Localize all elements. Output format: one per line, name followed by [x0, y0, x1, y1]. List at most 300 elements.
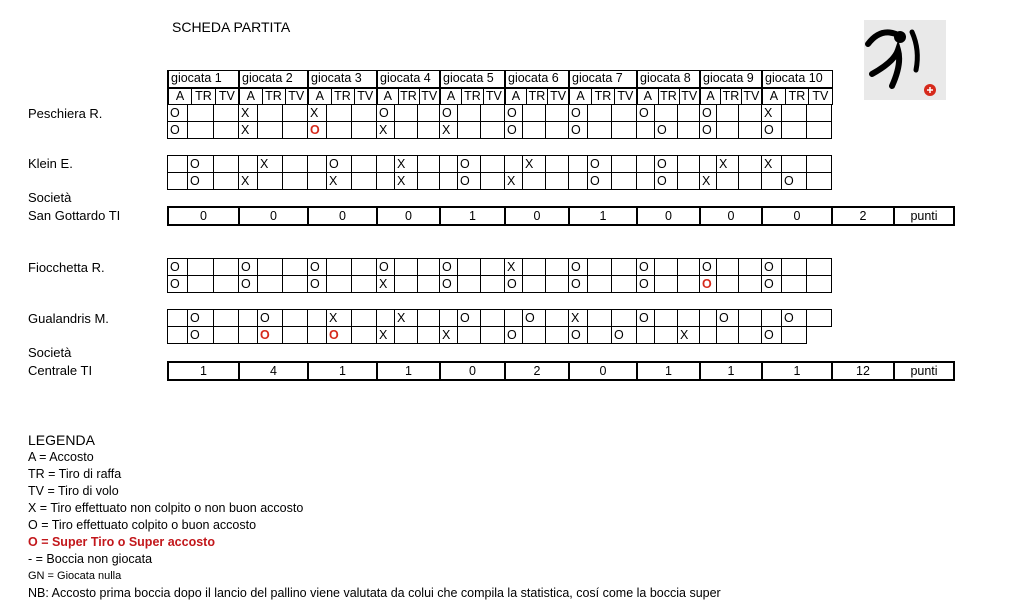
shot-cell: X: [395, 156, 418, 173]
shot-cell: [258, 105, 283, 122]
shot-cell: [458, 105, 481, 122]
shot-cell: [481, 310, 505, 327]
shot-cell: [481, 276, 505, 293]
total-score: 12: [832, 362, 894, 380]
shot-row: [168, 122, 832, 139]
shot-cell: [308, 173, 327, 190]
sub-header: A: [440, 88, 462, 105]
shot-row: [168, 310, 832, 327]
sub-header: TV: [419, 88, 440, 105]
shot-cell: [523, 327, 546, 344]
shot-cell: [678, 156, 700, 173]
shot-cell: [440, 310, 458, 327]
shot-cell: X: [678, 327, 700, 344]
shot-cell: [283, 310, 308, 327]
shot-cell: X: [505, 259, 523, 276]
sub-header: TR: [592, 88, 615, 105]
shot-cell: [418, 310, 440, 327]
shot-cell: [700, 156, 717, 173]
shot-cell: O: [440, 276, 458, 293]
giocata-score: 4: [239, 362, 308, 380]
points-label: punti: [894, 362, 954, 380]
sub-header: TR: [658, 88, 679, 105]
shot-cell: [168, 173, 188, 190]
shot-cell: O: [327, 156, 352, 173]
shot-cell: [546, 122, 569, 139]
shot-cell: [239, 156, 258, 173]
team-score-row: [167, 361, 955, 381]
giocata-header: giocata 2: [239, 71, 308, 88]
shot-cell: [168, 310, 188, 327]
player-name: Gualandris M.: [28, 311, 109, 326]
shot-cell: [700, 327, 717, 344]
shot-cell: [377, 310, 395, 327]
legend-line: - = Boccia non giocata: [28, 552, 153, 566]
shot-cell: [612, 105, 637, 122]
giocata-score: 0: [569, 362, 637, 380]
shot-cell: [283, 105, 308, 122]
shot-cell: O: [762, 276, 782, 293]
shot-cell: [481, 327, 505, 344]
giocata-score: 1: [762, 362, 832, 380]
shot-cell: [258, 122, 283, 139]
player-grid: [167, 258, 832, 293]
shot-cell: [739, 173, 762, 190]
sub-header: TR: [398, 88, 419, 105]
super-shot-mark: O: [310, 122, 320, 137]
giocata-score: 0: [762, 207, 832, 225]
shot-cell: [523, 173, 546, 190]
shot-cell: X: [377, 276, 395, 293]
shot-cell: [546, 259, 569, 276]
giocata-header: giocata 8: [637, 71, 700, 88]
player-grid: [167, 104, 832, 139]
shot-row: [168, 276, 832, 293]
shot-cell: [807, 276, 832, 293]
shot-cell: O: [239, 259, 258, 276]
shot-cell: [283, 173, 308, 190]
shot-cell: [546, 156, 569, 173]
shot-cell: X: [239, 173, 258, 190]
giocata-score: 0: [440, 362, 505, 380]
shot-cell: O: [569, 105, 588, 122]
shot-cell: [283, 122, 308, 139]
shot-cell: O: [458, 156, 481, 173]
shot-cell: O: [762, 259, 782, 276]
sub-header: TV: [215, 88, 239, 105]
shot-cell: O: [523, 310, 546, 327]
sub-header: A: [569, 88, 592, 105]
shot-cell: [188, 276, 214, 293]
shot-cell: O: [505, 327, 523, 344]
shot-cell: X: [440, 327, 458, 344]
sub-header: A: [308, 88, 331, 105]
shot-cell: O: [717, 310, 739, 327]
shot-cell: [214, 122, 239, 139]
shot-cell: [395, 276, 418, 293]
shot-cell: [739, 310, 762, 327]
shot-cell: [214, 105, 239, 122]
legend-line: TR = Tiro di raffa: [28, 467, 122, 481]
shot-cell: O: [168, 122, 188, 139]
shot-cell: [327, 105, 352, 122]
shot-cell: [395, 327, 418, 344]
shot-cell: O: [308, 276, 327, 293]
shot-cell: [481, 259, 505, 276]
sub-header: TR: [722, 88, 740, 103]
shot-cell: [655, 105, 678, 122]
shot-cell: [717, 122, 739, 139]
shot-cell: [678, 276, 700, 293]
super-shot-mark: O: [260, 327, 270, 342]
shot-cell: X: [505, 173, 523, 190]
shot-cell: [782, 105, 807, 122]
shot-cell: O: [505, 105, 523, 122]
player-grid: [167, 309, 832, 344]
shot-cell: X: [377, 122, 395, 139]
shot-cell: [762, 310, 782, 327]
sub-header: TV: [614, 88, 637, 105]
shot-cell: O: [588, 173, 612, 190]
shot-cell: [481, 156, 505, 173]
sub-header: TR: [462, 88, 484, 105]
shot-cell: [700, 310, 717, 327]
sub-header: TV: [741, 88, 762, 105]
shot-cell: O: [569, 327, 588, 344]
shot-cell: [418, 327, 440, 344]
shot-cell: O: [168, 276, 188, 293]
shot-cell: [308, 327, 327, 344]
shot-cell: O: [762, 122, 782, 139]
shot-cell: O: [377, 105, 395, 122]
shot-cell: [258, 173, 283, 190]
player-name: Fiocchetta R.: [28, 260, 105, 275]
shot-cell: O: [458, 310, 481, 327]
shot-cell: [807, 310, 832, 327]
shot-cell: [739, 259, 762, 276]
shot-cell: [418, 259, 440, 276]
shot-cell: [418, 105, 440, 122]
shot-cell: [588, 310, 612, 327]
shot-cell: [440, 173, 458, 190]
shot-cell: O: [188, 310, 214, 327]
team-score-row: [167, 206, 955, 226]
shot-cell: [481, 173, 505, 190]
shot-cell: X: [395, 310, 418, 327]
shot-cell: [807, 156, 832, 173]
shot-cell: O: [637, 310, 655, 327]
shot-cell: [782, 122, 807, 139]
giocata-score: 0: [308, 207, 377, 225]
shot-cell: [418, 156, 440, 173]
shot-cell: [762, 173, 782, 190]
shot-cell: O: [655, 156, 678, 173]
shot-cell: [505, 156, 523, 173]
shot-cell: O: [637, 259, 655, 276]
shot-cell: [188, 259, 214, 276]
sub-header: TR: [785, 88, 808, 105]
shot-cell: [655, 276, 678, 293]
team-label: Società: [28, 190, 72, 205]
shot-cell: [418, 122, 440, 139]
shot-cell: [258, 327, 283, 344]
shot-cell: X: [327, 173, 352, 190]
shot-cell: X: [377, 327, 395, 344]
shot-cell: O: [569, 122, 588, 139]
shot-cell: O: [440, 105, 458, 122]
shot-cell: [546, 310, 569, 327]
shot-cell: [283, 156, 308, 173]
giocata-header: giocata 4: [377, 71, 440, 88]
shot-cell: [458, 276, 481, 293]
sub-header: A: [505, 88, 526, 105]
shot-cell: [678, 105, 700, 122]
shot-cell: O: [782, 173, 807, 190]
shot-cell: [637, 327, 655, 344]
shot-cell: O: [782, 310, 807, 327]
shot-cell: [782, 327, 807, 344]
shot-row: [168, 259, 832, 276]
shot-cell: X: [327, 310, 352, 327]
giocata-header: giocata 3: [308, 71, 377, 88]
shot-cell: [612, 173, 637, 190]
shot-row: [168, 156, 832, 173]
shot-cell: [717, 105, 739, 122]
giocata-score: 0: [168, 207, 239, 225]
giocata-score: 0: [505, 207, 569, 225]
super-shot-mark: O: [329, 327, 339, 342]
giocata-score: 0: [637, 207, 700, 225]
shot-cell: O: [655, 122, 678, 139]
giocata-score: 0: [700, 207, 762, 225]
shot-cell: [739, 105, 762, 122]
shot-cell: [214, 156, 239, 173]
player-name: Peschiera R.: [28, 106, 103, 121]
shot-cell: O: [655, 173, 678, 190]
shot-cell: [612, 259, 637, 276]
shot-cell: O: [458, 173, 481, 190]
giocata-header: giocata 1: [168, 71, 239, 88]
shot-cell: [678, 173, 700, 190]
sub-header: TR: [331, 88, 354, 105]
giocata-score: 1: [308, 362, 377, 380]
shot-cell: [612, 122, 637, 139]
shot-cell: [395, 122, 418, 139]
shot-cell: [327, 327, 352, 344]
shot-cell: [637, 122, 655, 139]
shot-cell: O: [569, 259, 588, 276]
shot-cell: X: [762, 156, 782, 173]
player-grid: [167, 155, 832, 190]
sub-header: A: [700, 88, 721, 105]
giocata-score: 1: [440, 207, 505, 225]
shot-cell: O: [588, 156, 612, 173]
shot-cell: [807, 122, 832, 139]
shot-cell: X: [239, 105, 258, 122]
shot-cell: [588, 122, 612, 139]
shot-cell: [588, 259, 612, 276]
shot-cell: [717, 327, 739, 344]
bocce-player-icon: [864, 20, 946, 100]
shot-cell: O: [637, 276, 655, 293]
sub-header: TV: [548, 88, 569, 105]
shot-cell: [807, 173, 832, 190]
shot-cell: [523, 105, 546, 122]
giocata-score: 1: [168, 362, 239, 380]
shot-cell: [505, 310, 523, 327]
shot-cell: [569, 173, 588, 190]
shot-cell: O: [762, 327, 782, 344]
shot-cell: O: [188, 156, 214, 173]
shot-cell: [655, 259, 678, 276]
shot-cell: O: [188, 327, 214, 344]
shot-cell: [168, 327, 188, 344]
shot-cell: [739, 122, 762, 139]
shot-cell: O: [612, 327, 637, 344]
super-shot-mark: O: [702, 276, 712, 291]
shot-cell: O: [637, 105, 655, 122]
shot-cell: [214, 259, 239, 276]
shot-cell: [283, 327, 308, 344]
shot-cell: [782, 259, 807, 276]
shot-cell: [352, 173, 377, 190]
shot-cell: [546, 173, 569, 190]
shot-cell: [168, 156, 188, 173]
shot-cell: [717, 259, 739, 276]
giocata-score: 2: [505, 362, 569, 380]
shot-cell: [395, 259, 418, 276]
shot-cell: [458, 122, 481, 139]
shot-cell: O: [188, 173, 214, 190]
shot-cell: [523, 276, 546, 293]
sub-header: TV: [483, 88, 505, 105]
shot-cell: [458, 327, 481, 344]
shot-cell: [546, 276, 569, 293]
shot-cell: O: [377, 259, 395, 276]
shot-cell: [717, 173, 739, 190]
shot-cell: [377, 173, 395, 190]
legend-line: O = Tiro effettuato colpito o buon accosto: [28, 518, 257, 532]
shot-cell: [678, 259, 700, 276]
shot-cell: O: [505, 122, 523, 139]
shot-cell: [458, 259, 481, 276]
shot-cell: O: [700, 105, 717, 122]
shot-cell: [188, 122, 214, 139]
shot-cell: [655, 327, 678, 344]
shot-cell: [239, 310, 258, 327]
shot-cell: [352, 327, 377, 344]
shot-row: [168, 173, 832, 190]
shot-cell: X: [523, 156, 546, 173]
shot-cell: [395, 105, 418, 122]
shot-row: [168, 105, 832, 122]
giocate-header: [167, 70, 833, 105]
sub-header: A: [637, 88, 658, 105]
shot-cell: [612, 310, 637, 327]
shot-cell: [418, 173, 440, 190]
shot-cell: [352, 156, 377, 173]
legend-line: A = Accosto: [28, 450, 94, 464]
shot-cell: [807, 259, 832, 276]
shot-cell: O: [168, 105, 188, 122]
shot-cell: [258, 259, 283, 276]
shot-cell: [258, 276, 283, 293]
shot-cell: [807, 105, 832, 122]
shot-cell: [352, 310, 377, 327]
shot-cell: [637, 173, 655, 190]
shot-cell: O: [505, 276, 523, 293]
legend-line: TV = Tiro di volo: [28, 484, 119, 498]
player-name: Klein E.: [28, 156, 73, 171]
shot-cell: O: [569, 276, 588, 293]
shot-cell: [308, 310, 327, 327]
sub-header: A: [168, 88, 192, 105]
shot-cell: [308, 122, 327, 139]
shot-cell: [569, 156, 588, 173]
legend: [28, 432, 721, 602]
shot-cell: O: [700, 122, 717, 139]
shot-cell: [588, 105, 612, 122]
total-score: 2: [832, 207, 894, 225]
shot-cell: [418, 276, 440, 293]
shot-cell: [283, 259, 308, 276]
shot-cell: X: [717, 156, 739, 173]
shot-cell: [523, 259, 546, 276]
shot-cell: [308, 156, 327, 173]
shot-cell: [327, 276, 352, 293]
giocata-score: 0: [377, 207, 440, 225]
giocata-score: 0: [239, 207, 308, 225]
giocata-header: giocata 5: [440, 71, 505, 88]
legend-note: NB: Accosto prima boccia dopo il lancio del pallino viene valutata da colui che compila la statistica, cosí come la boccia super: [28, 586, 721, 600]
sub-header: TV: [285, 88, 308, 105]
shot-cell: [352, 259, 377, 276]
giocata-header: giocata 10: [762, 71, 832, 88]
shot-cell: [188, 105, 214, 122]
shot-cell: [214, 173, 239, 190]
shot-cell: X: [395, 173, 418, 190]
shot-cell: [637, 156, 655, 173]
shot-cell: [739, 276, 762, 293]
shot-cell: X: [308, 105, 327, 122]
shot-cell: [239, 327, 258, 344]
shot-cell: [612, 156, 637, 173]
shot-row: [168, 327, 832, 344]
shot-cell: [700, 276, 717, 293]
shot-cell: [739, 327, 762, 344]
sub-header: TR: [192, 88, 216, 105]
sub-header: A: [239, 88, 262, 105]
shot-cell: O: [700, 259, 717, 276]
shot-cell: [377, 156, 395, 173]
shot-cell: O: [258, 310, 283, 327]
sub-header: TR: [262, 88, 285, 105]
shot-cell: X: [569, 310, 588, 327]
shot-cell: [717, 276, 739, 293]
giocata-score: 1: [569, 207, 637, 225]
shot-cell: O: [239, 276, 258, 293]
shot-cell: [327, 122, 352, 139]
sub-header: TV: [354, 88, 377, 105]
shot-cell: O: [168, 259, 188, 276]
shot-cell: X: [700, 173, 717, 190]
sub-header: TV: [809, 88, 832, 105]
shot-cell: [352, 122, 377, 139]
points-label: punti: [894, 207, 954, 225]
shot-cell: X: [239, 122, 258, 139]
shot-cell: [655, 310, 678, 327]
shot-cell: [546, 327, 569, 344]
